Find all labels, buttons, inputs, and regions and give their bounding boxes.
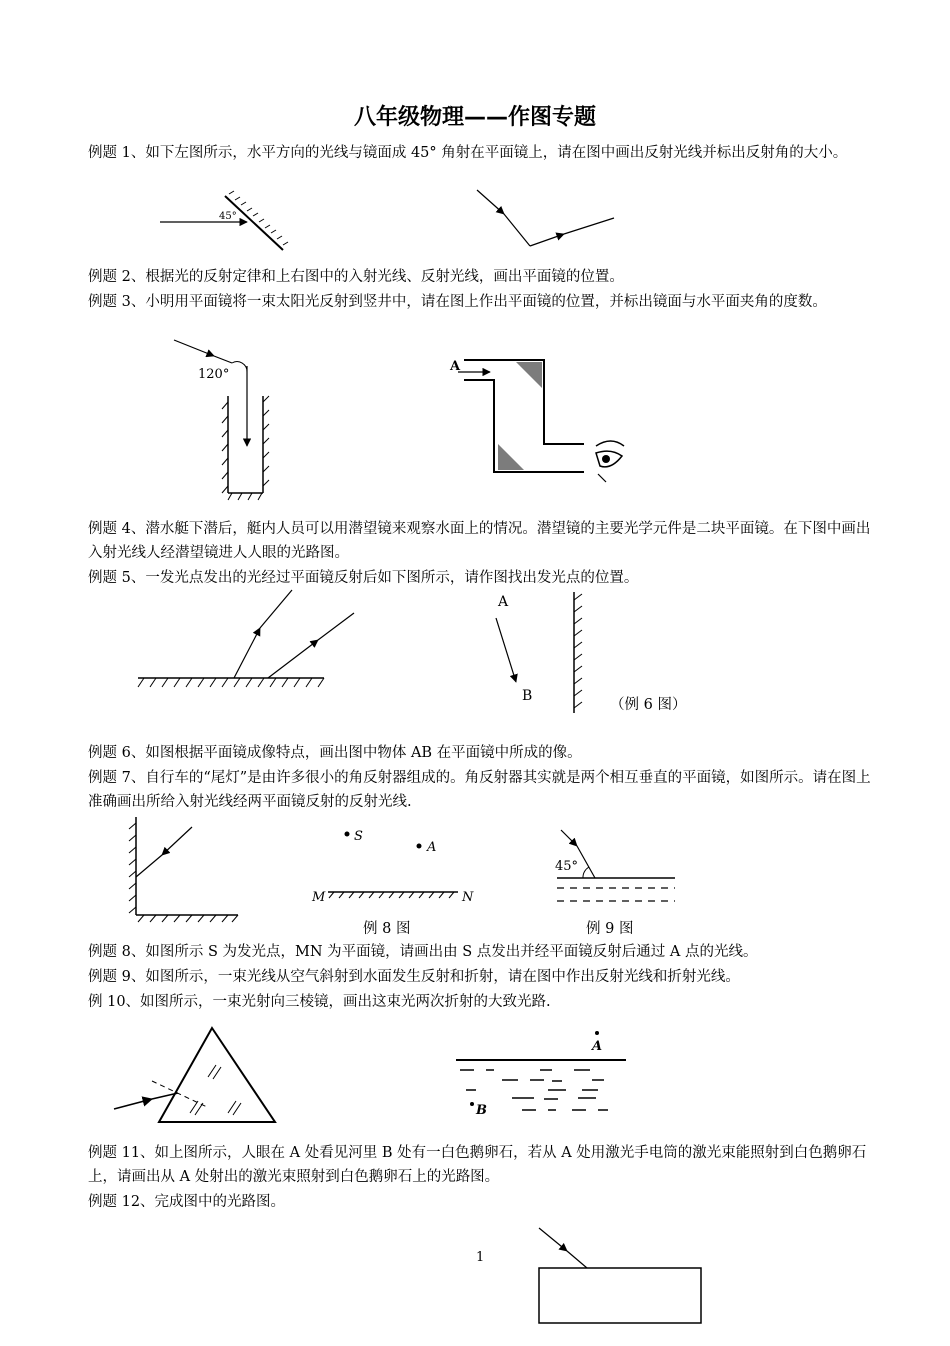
page-title: 八年级物理——作图专题 — [353, 105, 596, 130]
mirror-hatching — [138, 678, 324, 687]
figure-9-water — [553, 826, 678, 908]
top-mirror — [516, 362, 542, 388]
incident-ray — [114, 1099, 152, 1109]
figure-9-caption: 例 9 图 — [586, 921, 634, 937]
incident-ray — [561, 830, 577, 846]
angle-arc — [583, 867, 589, 878]
incident-ray — [162, 827, 192, 855]
reflected-ray-2-tail — [318, 613, 354, 640]
figure-5-reflection — [136, 588, 326, 690]
figure-1-mirror — [155, 188, 290, 254]
question-4: 例题 4、潜水艇下潜后，艇内人员可以用潜望镜来观察水面上的情况。潜望镜的主要光学元件是二块平面镜。在下图中画出入射光线人经潜望镜进人人眼的光路图。 — [88, 521, 871, 561]
figure-7-corner-reflector — [126, 815, 244, 923]
figure-12-glass-block — [535, 1226, 707, 1328]
periscope-outer-wall — [464, 360, 584, 444]
angle-arc — [232, 362, 247, 372]
figure-6-caption: （例 6 图） — [610, 697, 687, 713]
figure-2-rays — [472, 186, 617, 252]
point-a-label: A — [450, 359, 461, 374]
figure-6-object-ab — [490, 590, 600, 715]
point-n-label: N — [462, 890, 474, 905]
point-b-label: B — [476, 1103, 487, 1118]
question-11: 例题 11、如上图所示，人眼在 A 处看见河里 B 处有一白色鹅卵石，若从 A 处用激光手电筒的激光束能照射到白色鹅卵石上，请画出从 A 处射出的激光束照射到白色鹅卵石上的光路图。 — [88, 1145, 867, 1185]
prism-outline — [159, 1028, 275, 1122]
question-9: 例题 9、如图所示，一束光线从空气斜射到水面发生反射和折射，请在图中作出反射光线和折射光线。 — [88, 969, 740, 985]
question-10: 例 10、如图所示，一束光射向三棱镜，画出这束光两次折射的大致光路. — [88, 994, 551, 1010]
angle-label: 45° — [555, 859, 579, 874]
point-a-label: A — [498, 594, 509, 610]
incident-ray — [539, 1228, 567, 1251]
point-a-label: A — [427, 840, 437, 855]
question-7: 例题 7、自行车的“尾灯”是由许多很小的角反射器组成的。角反射器其实就是两个相互垂直的平面镜，如图所示。请在图上准确画出所给入射光线经两平面镜反射的反射光线. — [88, 770, 871, 810]
eye-icon — [596, 441, 624, 482]
reflected-ray — [530, 234, 564, 246]
figure-8-mirror-mn — [310, 826, 475, 908]
reflected-ray-2 — [268, 640, 318, 678]
incident-ray-tail — [567, 1251, 587, 1268]
incident-ray-tail — [504, 214, 530, 246]
point-a — [595, 1031, 599, 1035]
question-2: 例题 2、根据光的反射定律和上右图中的入射光线、反射光线，画出平面镜的位置。 — [88, 269, 624, 285]
question-12: 例题 12、完成图中的光路图。 — [88, 1194, 286, 1210]
mirror-hatching — [329, 892, 454, 898]
incident-ray-tail — [136, 855, 162, 877]
incident-ray-tail — [577, 846, 595, 878]
question-6: 例题 6、如图根据平面镜成像特点，画出图中物体 AB 在平面镜中所成的像。 — [88, 745, 582, 761]
question-5: 例题 5、一发光点发出的光经过平面镜反射后如下图所示，请作图找出发光点的位置。 — [88, 570, 639, 586]
reflected-ray-tail — [564, 218, 614, 234]
well-hatching — [222, 396, 269, 500]
sun-ray — [174, 340, 214, 356]
question-3: 例题 3、小明用平面镜将一束太阳光反射到竖井中，请在图上作出平面镜的位置，并标出镜面与水平面夹角的度数。 — [88, 294, 827, 310]
figure-3-well — [170, 336, 275, 504]
point-s — [345, 832, 350, 837]
figure-10-prism — [112, 1025, 282, 1127]
point-m-label: M — [312, 890, 326, 905]
object-ab — [496, 618, 516, 682]
prism-texture — [190, 1065, 241, 1115]
incident-ray — [477, 190, 504, 214]
point-a — [417, 844, 422, 849]
bottom-mirror — [498, 444, 524, 470]
reflected-ray-1 — [234, 628, 260, 678]
point-a-label: A — [592, 1039, 603, 1054]
angle-label: 120° — [198, 367, 230, 382]
reflected-ray-1-tail — [260, 590, 292, 628]
figure-4-periscope — [446, 348, 631, 486]
figure-8-caption: 例 8 图 — [363, 921, 411, 937]
angle-label: 45° — [219, 211, 237, 222]
sun-ray-tail — [214, 356, 232, 363]
mirror-line — [225, 196, 283, 250]
question-8: 例题 8、如图所示 S 为发光点，MN 为平面镜，请画出由 S 点发出并经平面镜反射后通过 A 点的光线。 — [88, 944, 758, 960]
page-number: 1 — [476, 1250, 485, 1265]
point-s-label: S — [354, 829, 363, 844]
glass-block — [539, 1268, 701, 1323]
periscope-inner-wall — [464, 380, 584, 472]
question-1: 例题 1、如下左图所示，水平方向的光线与镜面成 45° 角射在平面镜上，请在图中画出反射光线并标出反射角的大小。 — [88, 145, 848, 161]
point-b-label: B — [522, 688, 533, 704]
mirror-hatching — [229, 191, 288, 245]
mirror-hatching — [574, 594, 582, 708]
figure-11-river — [452, 1028, 632, 1120]
mirror-hatching — [129, 823, 238, 922]
point-b — [470, 1102, 474, 1106]
